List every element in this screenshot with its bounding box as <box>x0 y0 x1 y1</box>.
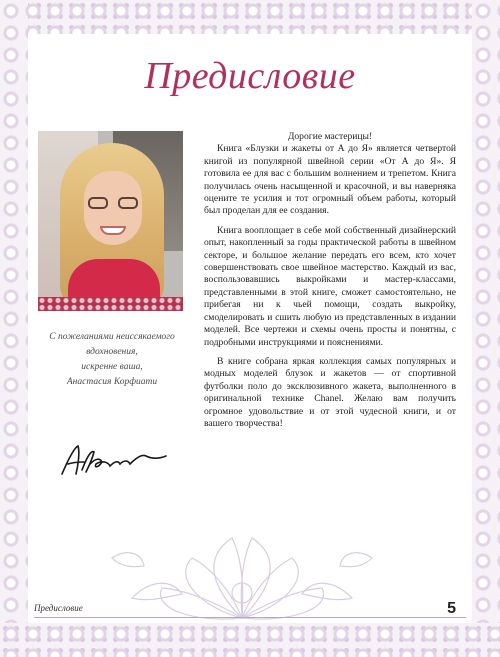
paragraph: В книге собрана яркая коллекция самых популярных и модных моделей блузок и жакетов — от спортивной футболки поло до эксклюзивного жакета, выполненного в оригинальной технике Chanel. Желаю вам получить огромное удовольствие и от этой чудесной книги, и от вашего творчества! <box>204 355 456 429</box>
author-caption <box>36 330 188 390</box>
author-signature <box>58 440 170 480</box>
lace-border-top <box>0 0 500 34</box>
caption-line: С пожеланиями неиссякаемого <box>49 332 175 342</box>
caption-line: вдохновения, <box>86 347 138 357</box>
footer-divider <box>34 617 466 618</box>
decorative-flower-illustration <box>92 498 392 628</box>
caption-line: искренне ваша, <box>81 362 143 372</box>
preface-text <box>204 131 456 437</box>
lace-border-right <box>472 0 500 657</box>
author-photo <box>38 131 183 311</box>
caption-line: Анастасия Корфиати <box>66 377 158 387</box>
paragraph: Книга вооплощает в себе мой собственный дизайнерский опыт, накопленный за годы практической работы в швейном секторе, и большое желание передать его всем, кто хочет совершенствовать свое швейное мастерство. Каждый из вас, воспользовавшись выкройками и мастер-классами, представленными в этой книге, сможет самостоятельно, не прибегая ни к чьей помощи, создать выкройку, смоделировать и сшить любую из представленных в издании моделей. Все чертежи и схемы очень просты и понятны, с подробными инструкциями и пояснениями. <box>204 224 456 348</box>
lace-border-bottom <box>0 623 500 657</box>
salutation: Дорогие мастерицы! <box>287 131 373 142</box>
page-number: 5 <box>447 600 456 617</box>
footer-section-label: Предисловие <box>34 603 83 613</box>
paragraph: Книга «Блузки и жакеты от А до Я» является четвертой книгой из популярной швейной серии «От А до Я». Я готовила ее для вас с большим волнением и трепетом. Книга получилась очень насыщенной и красочной, и вы наверняка оцените те усилия и тот огромный объем работы, который был проделан для ее создания. <box>204 143 456 217</box>
page-title: Предисловие <box>144 55 356 97</box>
lace-border-left <box>0 0 28 657</box>
